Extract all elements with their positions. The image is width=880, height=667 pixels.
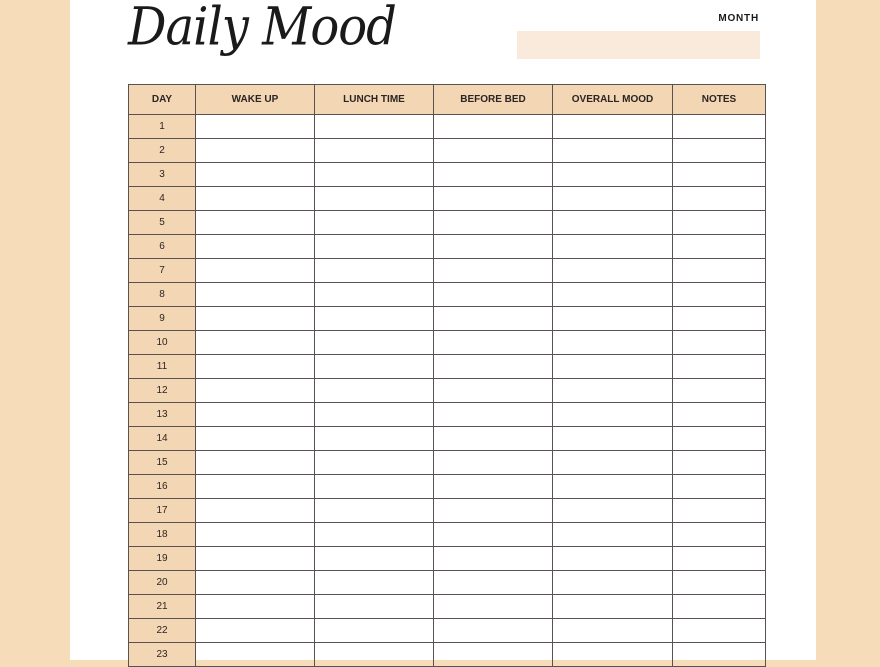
wake-up-cell[interactable]	[196, 259, 315, 283]
lunch-time-cell[interactable]	[315, 187, 434, 211]
overall-mood-cell[interactable]	[553, 595, 673, 619]
wake-up-cell[interactable]	[196, 331, 315, 355]
day-cell: 1	[129, 115, 196, 139]
table-row	[129, 283, 766, 307]
table-row	[129, 211, 766, 235]
wake-up-cell[interactable]	[196, 211, 315, 235]
table-row	[129, 451, 766, 475]
before-bed-cell[interactable]	[434, 643, 553, 667]
column-header-overall-mood: OVERALL MOOD	[553, 85, 673, 115]
table-row	[129, 163, 766, 187]
table-row	[129, 379, 766, 403]
table-row	[129, 235, 766, 259]
overall-mood-cell[interactable]	[553, 619, 673, 643]
notes-cell[interactable]	[673, 187, 766, 211]
wake-up-cell[interactable]	[196, 643, 315, 667]
lunch-time-cell[interactable]	[315, 427, 434, 451]
lunch-time-cell[interactable]	[315, 451, 434, 475]
day-cell: 5	[129, 211, 196, 235]
notes-cell[interactable]	[673, 163, 766, 187]
notes-cell[interactable]	[673, 259, 766, 283]
wake-up-cell[interactable]	[196, 619, 315, 643]
table-row	[129, 331, 766, 355]
notes-cell[interactable]	[673, 211, 766, 235]
wake-up-cell[interactable]	[196, 571, 315, 595]
day-cell: 22	[129, 619, 196, 643]
day-cell: 14	[129, 427, 196, 451]
before-bed-cell[interactable]	[434, 139, 553, 163]
wake-up-cell[interactable]	[196, 355, 315, 379]
table-row	[129, 307, 766, 331]
table-row	[129, 595, 766, 619]
wake-up-cell[interactable]	[196, 163, 315, 187]
overall-mood-cell[interactable]	[553, 355, 673, 379]
table-row	[129, 475, 766, 499]
before-bed-cell[interactable]	[434, 595, 553, 619]
before-bed-cell[interactable]	[434, 235, 553, 259]
lunch-time-cell[interactable]	[315, 355, 434, 379]
notes-cell[interactable]	[673, 403, 766, 427]
lunch-time-cell[interactable]	[315, 115, 434, 139]
notes-cell[interactable]	[673, 355, 766, 379]
day-cell: 2	[129, 139, 196, 163]
overall-mood-cell[interactable]	[553, 307, 673, 331]
day-cell: 3	[129, 163, 196, 187]
table-row	[129, 187, 766, 211]
lunch-time-cell[interactable]	[315, 331, 434, 355]
overall-mood-cell[interactable]	[553, 475, 673, 499]
overall-mood-cell[interactable]	[553, 451, 673, 475]
table-row	[129, 403, 766, 427]
notes-cell[interactable]	[673, 379, 766, 403]
before-bed-cell[interactable]	[434, 451, 553, 475]
wake-up-cell[interactable]	[196, 475, 315, 499]
table-row	[129, 499, 766, 523]
overall-mood-cell[interactable]	[553, 211, 673, 235]
before-bed-cell[interactable]	[434, 115, 553, 139]
planner-page	[70, 0, 816, 660]
day-cell: 11	[129, 355, 196, 379]
wake-up-cell[interactable]	[196, 307, 315, 331]
notes-cell[interactable]	[673, 331, 766, 355]
lunch-time-cell[interactable]	[315, 499, 434, 523]
wake-up-cell[interactable]	[196, 451, 315, 475]
wake-up-cell[interactable]	[196, 235, 315, 259]
overall-mood-cell[interactable]	[553, 163, 673, 187]
before-bed-cell[interactable]	[434, 307, 553, 331]
lunch-time-cell[interactable]	[315, 163, 434, 187]
before-bed-cell[interactable]	[434, 619, 553, 643]
wake-up-cell[interactable]	[196, 523, 315, 547]
before-bed-cell[interactable]	[434, 571, 553, 595]
wake-up-cell[interactable]	[196, 283, 315, 307]
page-title: Daily Mood	[128, 0, 396, 58]
notes-cell[interactable]	[673, 235, 766, 259]
lunch-time-cell[interactable]	[315, 523, 434, 547]
table-body	[129, 115, 766, 667]
day-cell: 8	[129, 283, 196, 307]
column-header-notes: NOTES	[673, 85, 766, 115]
lunch-time-cell[interactable]	[315, 403, 434, 427]
overall-mood-cell[interactable]	[553, 427, 673, 451]
day-cell: 6	[129, 235, 196, 259]
wake-up-cell[interactable]	[196, 187, 315, 211]
lunch-time-cell[interactable]	[315, 379, 434, 403]
before-bed-cell[interactable]	[434, 211, 553, 235]
day-cell: 13	[129, 403, 196, 427]
lunch-time-cell[interactable]	[315, 547, 434, 571]
day-cell: 10	[129, 331, 196, 355]
table-row	[129, 547, 766, 571]
notes-cell[interactable]	[673, 427, 766, 451]
lunch-time-cell[interactable]	[315, 283, 434, 307]
before-bed-cell[interactable]	[434, 403, 553, 427]
lunch-time-cell[interactable]	[315, 307, 434, 331]
wake-up-cell[interactable]	[196, 427, 315, 451]
lunch-time-cell[interactable]	[315, 475, 434, 499]
wake-up-cell[interactable]	[196, 115, 315, 139]
wake-up-cell[interactable]	[196, 403, 315, 427]
column-header-before-bed: BEFORE BED	[434, 85, 553, 115]
day-cell: 7	[129, 259, 196, 283]
overall-mood-cell[interactable]	[553, 499, 673, 523]
before-bed-cell[interactable]	[434, 523, 553, 547]
wake-up-cell[interactable]	[196, 499, 315, 523]
overall-mood-cell[interactable]	[553, 379, 673, 403]
table-row	[129, 523, 766, 547]
lunch-time-cell[interactable]	[315, 595, 434, 619]
overall-mood-cell[interactable]	[553, 403, 673, 427]
before-bed-cell[interactable]	[434, 427, 553, 451]
before-bed-cell[interactable]	[434, 163, 553, 187]
notes-cell[interactable]	[673, 283, 766, 307]
notes-cell[interactable]	[673, 307, 766, 331]
notes-cell[interactable]	[673, 571, 766, 595]
table-row	[129, 139, 766, 163]
notes-cell[interactable]	[673, 547, 766, 571]
overall-mood-cell[interactable]	[553, 259, 673, 283]
day-cell: 9	[129, 307, 196, 331]
month-label: MONTH	[718, 13, 759, 24]
day-cell: 17	[129, 499, 196, 523]
notes-cell[interactable]	[673, 139, 766, 163]
lunch-time-cell[interactable]	[315, 235, 434, 259]
overall-mood-cell[interactable]	[553, 331, 673, 355]
table-row	[129, 571, 766, 595]
wake-up-cell[interactable]	[196, 547, 315, 571]
day-cell: 18	[129, 523, 196, 547]
day-cell: 23	[129, 643, 196, 667]
before-bed-cell[interactable]	[434, 283, 553, 307]
day-cell: 15	[129, 451, 196, 475]
before-bed-cell[interactable]	[434, 187, 553, 211]
table-row	[129, 115, 766, 139]
overall-mood-cell[interactable]	[553, 115, 673, 139]
table-row	[129, 355, 766, 379]
table-header	[129, 85, 766, 115]
table-row	[129, 259, 766, 283]
lunch-time-cell[interactable]	[315, 571, 434, 595]
notes-cell[interactable]	[673, 643, 766, 667]
notes-cell[interactable]	[673, 619, 766, 643]
notes-cell[interactable]	[673, 499, 766, 523]
column-header-day: DAY	[129, 85, 196, 115]
lunch-time-cell[interactable]	[315, 619, 434, 643]
day-cell: 4	[129, 187, 196, 211]
day-cell: 12	[129, 379, 196, 403]
lunch-time-cell[interactable]	[315, 139, 434, 163]
overall-mood-cell[interactable]	[553, 571, 673, 595]
before-bed-cell[interactable]	[434, 355, 553, 379]
before-bed-cell[interactable]	[434, 379, 553, 403]
column-header-lunch-time: LUNCH TIME	[315, 85, 434, 115]
day-cell: 21	[129, 595, 196, 619]
day-cell: 20	[129, 571, 196, 595]
wake-up-cell[interactable]	[196, 379, 315, 403]
table-row	[129, 619, 766, 643]
notes-cell[interactable]	[673, 451, 766, 475]
month-field[interactable]	[517, 31, 760, 59]
overall-mood-cell[interactable]	[553, 139, 673, 163]
before-bed-cell[interactable]	[434, 331, 553, 355]
before-bed-cell[interactable]	[434, 475, 553, 499]
before-bed-cell[interactable]	[434, 499, 553, 523]
overall-mood-cell[interactable]	[553, 283, 673, 307]
overall-mood-cell[interactable]	[553, 643, 673, 667]
day-cell: 19	[129, 547, 196, 571]
table-row	[129, 643, 766, 667]
notes-cell[interactable]	[673, 595, 766, 619]
notes-cell[interactable]	[673, 475, 766, 499]
overall-mood-cell[interactable]	[553, 523, 673, 547]
overall-mood-cell[interactable]	[553, 187, 673, 211]
overall-mood-cell[interactable]	[553, 235, 673, 259]
table-row	[129, 427, 766, 451]
before-bed-cell[interactable]	[434, 547, 553, 571]
wake-up-cell[interactable]	[196, 595, 315, 619]
overall-mood-cell[interactable]	[553, 547, 673, 571]
day-cell: 16	[129, 475, 196, 499]
column-header-wake-up: WAKE UP	[196, 85, 315, 115]
wake-up-cell[interactable]	[196, 139, 315, 163]
lunch-time-cell[interactable]	[315, 211, 434, 235]
lunch-time-cell[interactable]	[315, 259, 434, 283]
notes-cell[interactable]	[673, 523, 766, 547]
mood-table	[128, 84, 766, 667]
before-bed-cell[interactable]	[434, 259, 553, 283]
notes-cell[interactable]	[673, 115, 766, 139]
lunch-time-cell[interactable]	[315, 643, 434, 667]
